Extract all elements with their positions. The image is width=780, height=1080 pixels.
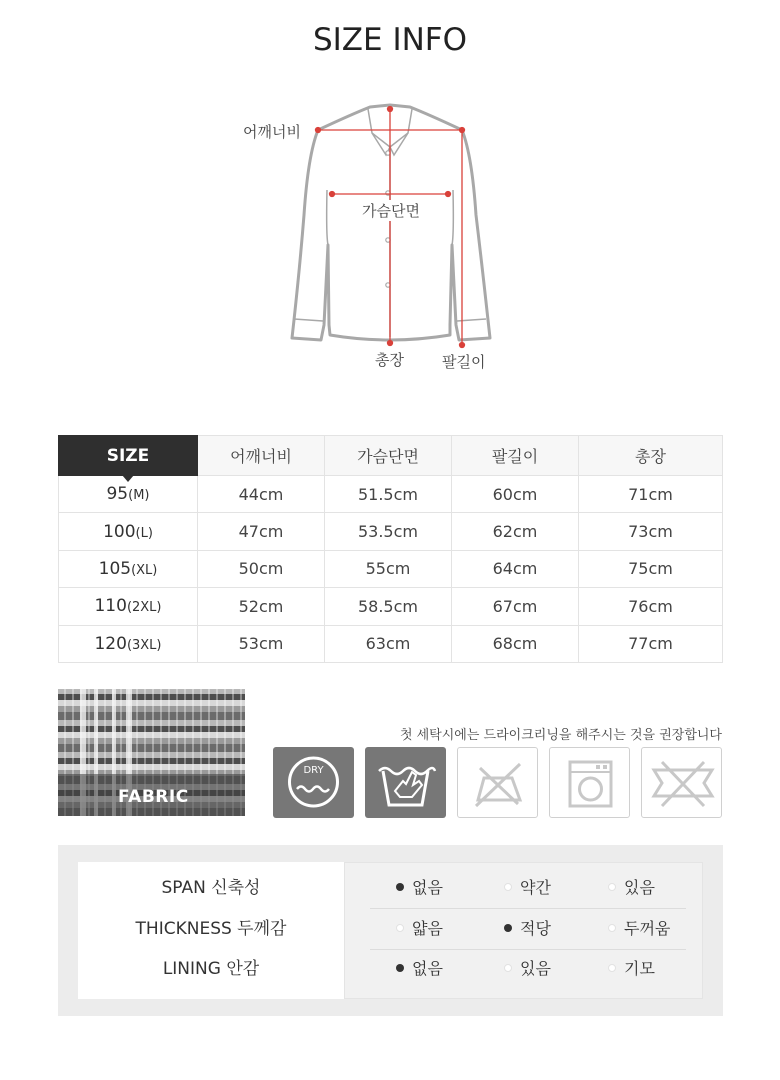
chest-label: 가슴단면: [362, 202, 420, 220]
option-label: 기모: [624, 959, 655, 978]
col-chest: 가슴단면: [325, 436, 452, 476]
no-iron-icon: [457, 747, 538, 818]
size-number: 110: [94, 596, 127, 617]
size-letter: (3XL): [126, 637, 162, 653]
page-title: SIZE INFO: [312, 22, 468, 58]
size-number: 120: [94, 633, 127, 654]
size-letter: (XL): [131, 562, 158, 578]
fabric-label: FABRIC: [118, 787, 189, 807]
length-label: 총장: [375, 351, 404, 369]
table-row: [59, 625, 723, 662]
fabric-properties-panel: [58, 845, 723, 1016]
unselected-dot-icon: [396, 924, 404, 932]
option-selected: [396, 868, 443, 908]
unselected-dot-icon: [608, 883, 616, 891]
selected-dot-icon: [504, 924, 512, 932]
option-selected: [504, 909, 551, 949]
size-number: 105: [98, 558, 132, 579]
washing-machine-icon: [549, 747, 630, 818]
selected-dot-icon: [396, 883, 404, 891]
option: [608, 909, 670, 949]
size-table: [58, 435, 723, 663]
chest-cell: 51.5cm: [325, 476, 452, 513]
length-cell: 75cm: [579, 550, 723, 587]
dry-clean-icon: [273, 747, 354, 818]
option-label: 약간: [520, 878, 551, 897]
table-header-row: [59, 436, 723, 476]
col-length: 총장: [579, 436, 723, 476]
unselected-dot-icon: [608, 964, 616, 972]
shoulder-cell: 52cm: [198, 588, 325, 625]
option: [608, 868, 655, 908]
size-number: 100: [103, 521, 136, 542]
fabric-swatch: [58, 689, 245, 816]
table-row: [59, 550, 723, 587]
size-number: 95: [106, 484, 129, 505]
dry-clean-text: DRY: [303, 765, 324, 776]
unselected-dot-icon: [608, 924, 616, 932]
selected-dot-icon: [396, 964, 404, 972]
option: [608, 949, 655, 989]
chest-cell: 53.5cm: [325, 513, 452, 550]
shoulder-cell: 50cm: [198, 550, 325, 587]
length-cell: 71cm: [579, 476, 723, 513]
option-label: 없음: [412, 878, 443, 897]
sleeve-cell: 64cm: [452, 550, 579, 587]
option-label: 얇음: [412, 919, 443, 938]
table-row: [59, 588, 723, 625]
chest-cell: 63cm: [325, 625, 452, 662]
shoulder-cell: 47cm: [198, 513, 325, 550]
option-selected: [396, 949, 443, 989]
size-cell: [59, 513, 198, 550]
sleeve-label: 팔길이: [442, 353, 486, 371]
sleeve-cell: 67cm: [452, 588, 579, 625]
hand-wash-icon: [365, 747, 446, 818]
chest-cell: 58.5cm: [325, 588, 452, 625]
property-row-span: [78, 868, 703, 908]
col-sleeve: 팔길이: [452, 436, 579, 476]
chest-cell: 55cm: [325, 550, 452, 587]
length-cell: 73cm: [579, 513, 723, 550]
unselected-dot-icon: [504, 883, 512, 891]
sleeve-cell: 68cm: [452, 625, 579, 662]
option-label: 있음: [624, 878, 655, 897]
option-label: 적당: [520, 919, 551, 938]
sleeve-cell: 60cm: [452, 476, 579, 513]
property-row-lining: [78, 949, 703, 989]
option: [504, 868, 551, 908]
no-bleach-icon: [641, 747, 722, 818]
shoulder-cell: 44cm: [198, 476, 325, 513]
size-cell: [59, 550, 198, 587]
length-cell: 77cm: [579, 625, 723, 662]
option-label: 없음: [412, 959, 443, 978]
table-row: [59, 513, 723, 550]
col-size: SIZE: [59, 436, 198, 476]
shoulder-cell: 53cm: [198, 625, 325, 662]
length-cell: 76cm: [579, 588, 723, 625]
property-name: LINING 안감: [162, 959, 260, 979]
option: [396, 909, 443, 949]
care-note: 첫 세탁시에는 드라이크리닝을 해주시는 것을 권장합니다: [399, 728, 722, 743]
col-shoulder: 어깨너비: [198, 436, 325, 476]
option: [504, 949, 551, 989]
unselected-dot-icon: [504, 964, 512, 972]
shirt-diagram: [230, 95, 550, 385]
size-letter: (L): [135, 525, 153, 541]
size-letter: (M): [128, 488, 150, 504]
size-cell: [59, 625, 198, 662]
property-name: THICKNESS 두께감: [135, 919, 287, 939]
property-row-thickness: [78, 909, 703, 949]
properties-inner: [78, 862, 703, 999]
shoulder-label: 어깨너비: [243, 123, 301, 141]
property-name: SPAN 신축성: [161, 878, 261, 898]
option-label: 두꺼움: [624, 919, 671, 938]
size-letter: (2XL): [126, 600, 162, 616]
table-row: [59, 476, 723, 513]
option-label: 있음: [520, 959, 551, 978]
sleeve-cell: 62cm: [452, 513, 579, 550]
size-cell: [59, 588, 198, 625]
